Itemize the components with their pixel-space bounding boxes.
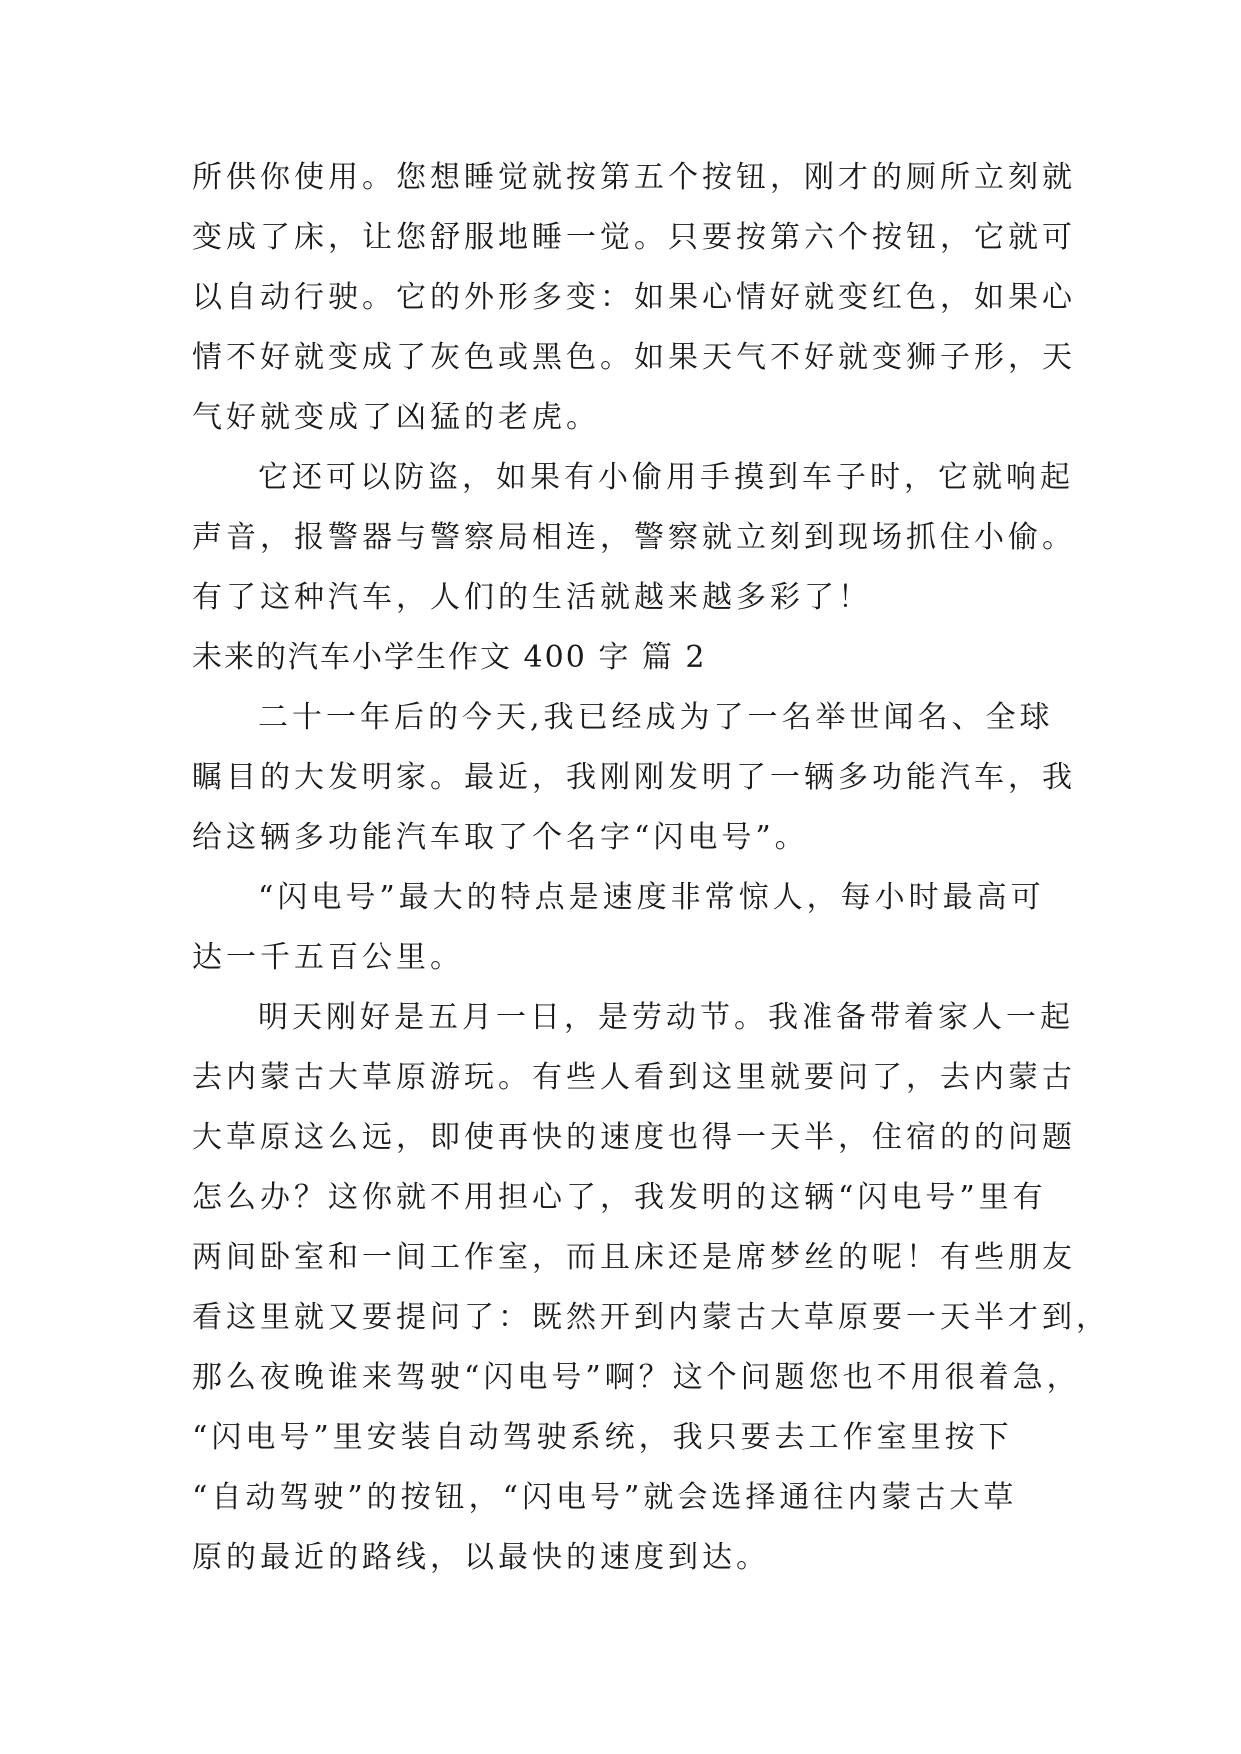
text-line: 它还可以防盗，如果有小偷用手摸到车子时，它就响起 [258,460,1074,495]
text-line: 变成了床，让您舒服地睡一觉。只要按第六个按钮，它就可 [192,220,1076,255]
document-body [192,148,1110,1588]
text-line: 去内蒙古大草原游玩。有些人看到这里就要问了，去内蒙古 [192,1060,1076,1095]
text-line: 看这里就又要提问了：既然开到内蒙古大草原要一天半才到， [192,1300,1110,1335]
text-line: 声音，报警器与警察局相连，警察就立刻到现场抓住小偷。 [192,520,1076,555]
text-line: 给这辆多功能汽车取了个名字“闪电号”。 [192,820,809,855]
text-line: 那么夜晚谁来驾驶“闪电号”啊？这个问题您也不用很着急， [192,1360,1081,1395]
text-line: 以自动行驶。它的外形多变：如果心情好就变红色，如果心 [192,280,1076,315]
text-line: 气好就变成了凶猛的老虎。 [192,400,600,435]
text-line: “闪电号”里安装自动驾驶系统，我只要去工作室里按下 [192,1420,1013,1455]
text-line: “自动驾驶”的按钮，“闪电号”就会选择通往内蒙古大草 [192,1480,1018,1515]
text-line: 瞩目的大发明家。最近，我刚刚发明了一辆多功能汽车，我 [192,760,1076,795]
text-line: 大草原这么远，即使再快的速度也得一天半，住宿的的问题 [192,1120,1076,1155]
text-line: 情不好就变成了灰色或黑色。如果天气不好就变狮子形，天 [192,340,1076,375]
text-line: 所供你使用。您想睡觉就按第五个按钮，刚才的厕所立刻就 [192,160,1076,195]
text-line: “闪电号”最大的特点是速度非常惊人，每小时最高可 [258,880,1045,915]
text-line: 有了这种汽车，人们的生活就越来越多彩了！ [192,580,872,615]
text-line: 两间卧室和一间工作室，而且床还是席梦丝的呢！有些朋友 [192,1240,1076,1275]
text-line: 怎么办？这你就不用担心了，我发明的这辆“闪电号”里有 [192,1180,1047,1215]
text-line: 二十一年后的今天,我已经成为了一名举世闻名、全球 [258,700,1054,735]
section-heading: 未来的汽车小学生作文 400 字 篇 2 [192,640,707,675]
text-line: 达一千五百公里。 [192,940,464,975]
text-line: 原的最近的路线，以最快的速度到达。 [192,1540,770,1575]
text-line: 明天刚好是五月一日，是劳动节。我准备带着家人一起 [258,1000,1074,1035]
